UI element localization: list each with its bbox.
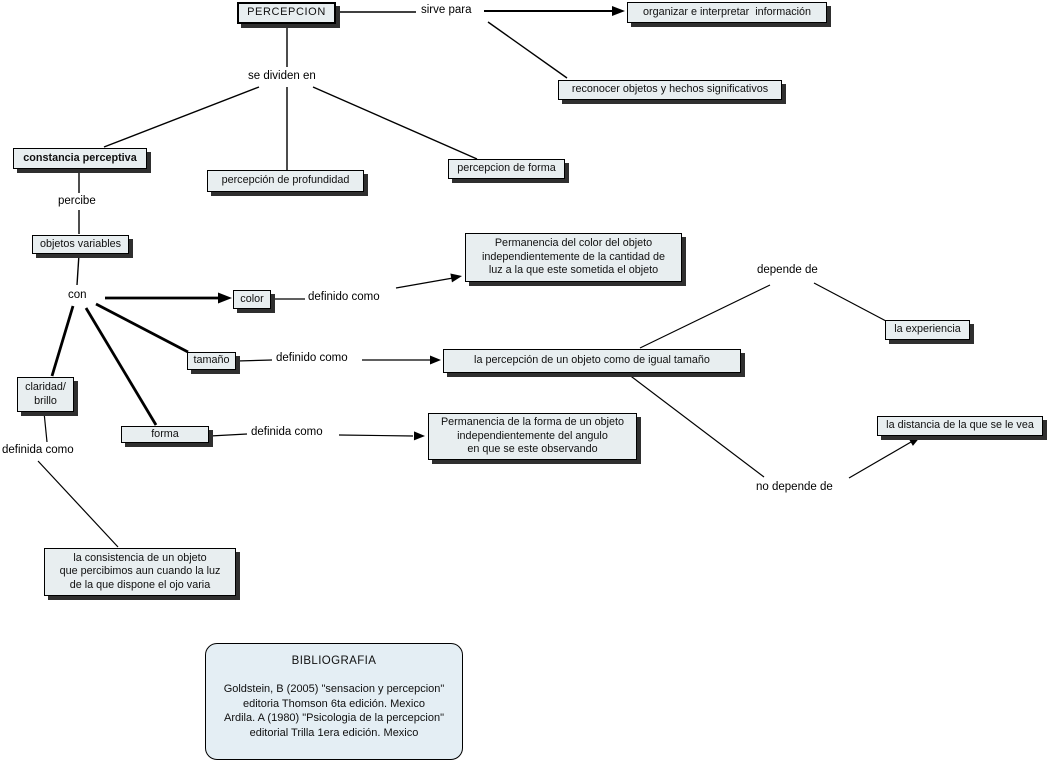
concept-label: PERCEPCION <box>247 6 326 19</box>
concept-label: tamaño <box>193 354 230 367</box>
edge-line <box>210 434 247 436</box>
concept-label: objetos variables <box>39 237 122 250</box>
concept-label: la experiencia <box>894 323 961 336</box>
concept-label: la consistencia de un objeto que percibimos aun cuando la luz de la que dispone el ojo varia <box>59 551 221 591</box>
edge-line <box>488 22 567 78</box>
bibliography-box[interactable] <box>205 643 463 760</box>
edge-line <box>52 306 73 376</box>
edge-line <box>628 374 764 477</box>
concept-label: Permanencia del color del objeto independientemente de la cantidad de luz a la que este sometida el objeto <box>481 237 666 277</box>
edge-line <box>237 360 272 361</box>
edge-line <box>96 304 188 352</box>
concept-forma[interactable] <box>121 426 209 443</box>
concept-tamano[interactable] <box>187 352 236 370</box>
concept-label: la percepción de un objeto como de igual tamaño <box>474 354 710 367</box>
bibliography-line: editoria Thomson 6ta edición. Mexico <box>242 697 425 710</box>
edge-line <box>396 278 453 288</box>
concept-label: claridad/ brillo <box>25 381 66 407</box>
linking-phrase-definido-como-color[interactable]: definido como <box>308 291 380 303</box>
edge-line <box>104 87 259 147</box>
concept-label: percepcion de forma <box>457 162 556 175</box>
linking-phrase-definido-como-tamano[interactable]: definido como <box>276 352 348 364</box>
concept-label: Permanencia de la forma de un objeto independientemente del angulo en que se este observando <box>440 416 625 456</box>
edge-line <box>640 285 770 348</box>
linking-phrase-no-depende-de[interactable]: no depende de <box>756 481 833 493</box>
arrowhead-icon <box>414 431 425 440</box>
concept-percepcion[interactable] <box>237 2 336 24</box>
arrowhead-icon <box>908 436 921 446</box>
edge-line <box>44 412 47 442</box>
concept-experiencia[interactable] <box>885 320 970 340</box>
linking-phrase-se-dividen-en[interactable]: se dividen en <box>248 70 316 82</box>
concept-profundidad[interactable] <box>207 170 364 192</box>
linking-phrase-definida-como-forma[interactable]: definida como <box>251 426 323 438</box>
concept-reconocer[interactable] <box>558 80 782 100</box>
edge-line <box>38 461 118 547</box>
concept-label: forma <box>151 427 179 440</box>
edge-line <box>86 308 156 425</box>
concept-igual-tamano[interactable] <box>443 349 741 373</box>
concept-label: organizar e interpretar información <box>642 5 812 18</box>
linking-phrase-percibe[interactable]: percibe <box>58 195 96 207</box>
concept-label: color <box>240 292 264 305</box>
edge-line <box>339 435 413 436</box>
concept-objetos-variables[interactable] <box>32 235 129 254</box>
arrowhead-icon <box>430 356 441 365</box>
arrowhead-icon <box>450 274 462 283</box>
linking-phrase-con[interactable]: con <box>68 289 87 301</box>
bibliography-line: Ardila. A (1980) "Psicologia de la percepcion" <box>224 712 444 725</box>
linking-phrase-depende-de[interactable]: depende de <box>757 264 818 276</box>
concept-label: la distancia de la que se le vea <box>886 419 1034 432</box>
concept-permanencia-forma[interactable] <box>428 413 637 460</box>
concept-claridad-brillo[interactable] <box>17 377 74 412</box>
concept-constancia[interactable] <box>13 148 147 169</box>
linking-phrase-sirve-para[interactable]: sirve para <box>421 4 472 16</box>
concept-percepcion-forma[interactable] <box>448 159 565 179</box>
concept-distancia[interactable] <box>877 416 1043 436</box>
concept-label: reconocer objetos y hechos significativos <box>571 83 769 96</box>
bibliography-line: editorial Trilla 1era edición. Mexico <box>249 726 419 739</box>
bibliography-title: BIBLIOGRAFIA <box>291 655 377 667</box>
bibliography-line: Goldstein, B (2005) "sensacion y percepcion" <box>223 683 445 695</box>
concept-label: percepción de profundidad <box>221 174 350 187</box>
concept-consistencia[interactable] <box>44 548 236 596</box>
edge-line <box>849 442 911 478</box>
arrowhead-icon <box>612 6 625 16</box>
edge-line <box>313 87 477 159</box>
concept-color[interactable] <box>233 290 271 309</box>
edge-line <box>814 283 886 321</box>
linking-phrase-definida-como-claridad[interactable]: definida como <box>2 444 74 456</box>
edge-line <box>77 254 79 285</box>
concept-label: constancia perceptiva <box>23 151 137 164</box>
arrowhead-icon <box>218 293 232 304</box>
concept-organizar[interactable] <box>627 2 827 23</box>
concept-permanencia-color[interactable] <box>465 233 682 282</box>
